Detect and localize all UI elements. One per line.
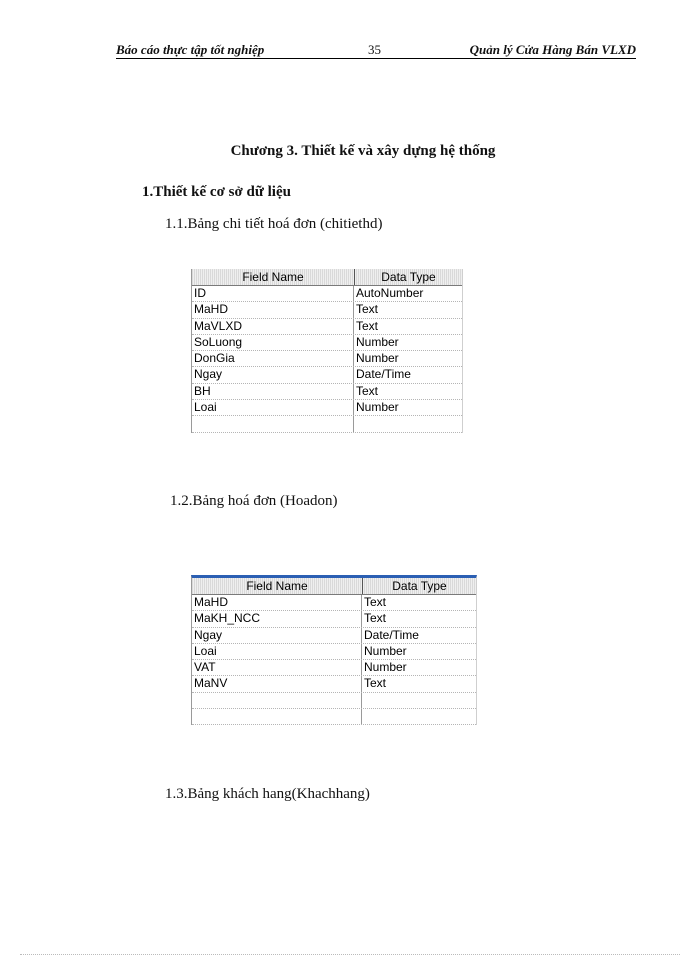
data-type-cell: Date/Time [356,367,411,382]
page-bottom-divider [20,954,680,955]
subsection-chitiethd-heading: 1.1.Bảng chi tiết hoá đơn (chitiethd) [165,216,383,232]
table-row [192,319,462,335]
data-type-cell [362,693,475,708]
header-report-title: Báo cáo thực tập tốt nghiệp [116,42,265,57]
table-hoadon [191,575,477,725]
field-name-cell: Loai [192,400,354,415]
table-row [192,335,462,351]
table-row [192,611,476,627]
field-name-cell: Ngay [192,367,354,382]
data-type-cell: Text [356,383,379,398]
data-type-cell: Date/Time [364,627,419,642]
header-data-type: Data Type [381,270,436,284]
table-row [192,302,462,318]
field-name-cell: BH [192,384,354,399]
field-name-cell [192,416,354,431]
header-project-title: Quản lý Cửa Hàng Bán VLXD [469,42,636,57]
field-name-cell: MaVLXD [192,319,354,334]
data-type-cell: Number [356,334,399,349]
field-name-cell: MaNV [192,676,362,691]
data-type-cell: Number [364,643,407,658]
data-type-cell: Text [356,318,379,333]
field-name-cell: MaKH_NCC [192,611,362,626]
subsection-khachhang-heading: 1.3.Bảng khách hang(Khachhang) [165,786,370,802]
table-row [192,595,476,611]
field-name-cell: SoLuong [192,335,354,350]
data-type-cell [362,709,475,724]
data-type-cell: AutoNumber [356,286,424,300]
field-name-cell: MaHD [192,595,362,610]
field-name-cell [192,693,362,708]
subsection-hoadon-heading: 1.2.Bảng hoá đơn (Hoadon) [170,493,338,509]
table-chitiethd [191,269,463,433]
chapter-title: Chương 3. Thiết kế và xây dựng hệ thống [230,143,496,159]
data-type-cell: Number [356,351,399,366]
table-row-empty [192,416,462,432]
field-name-cell: Ngay [192,628,362,643]
data-type-cell: Text [364,611,387,626]
table-row [192,660,476,676]
field-name-cell: MaHD [192,302,354,317]
data-type-cell [354,416,461,431]
data-type-cell: Number [364,660,407,675]
table-row [192,400,462,416]
field-name-cell [192,709,362,724]
data-type-cell: Text [356,302,379,317]
data-type-cell: Text [364,676,387,691]
header-field-name: Field Name [192,578,363,594]
table-row-empty [192,693,476,709]
header-field-name: Field Name [192,269,355,285]
section-heading: 1.Thiết kế cơ sở dữ liệu [142,184,291,200]
table-row-empty [192,709,476,725]
table-row [192,351,462,367]
page-number: 35 [368,42,381,57]
header-data-type: Data Type [392,579,447,593]
page-header [116,40,636,59]
table-row [192,644,476,660]
table-row [192,676,476,692]
field-name-cell: DonGia [192,351,354,366]
table-row [192,286,462,302]
field-name-cell: Loai [192,644,362,659]
table-row [192,367,462,383]
data-type-cell: Number [356,400,399,415]
data-type-cell: Text [364,595,387,609]
field-name-cell: ID [192,286,354,301]
table-row [192,628,476,644]
table-header-row [192,578,476,595]
table-row [192,384,462,400]
field-name-cell: VAT [192,660,362,675]
table-header-row [192,269,462,286]
